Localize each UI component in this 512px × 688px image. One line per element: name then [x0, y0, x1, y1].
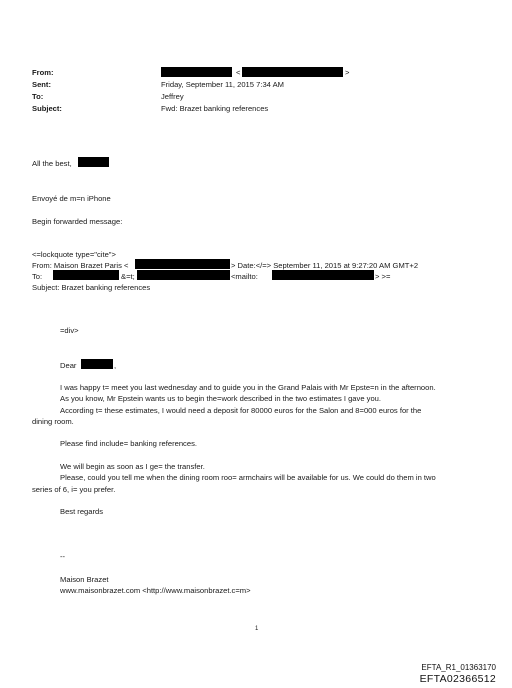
paragraph-1-line-3: According t= these estimates, I would need a deposit for 80000 euros for the Salon and 8=000 euros for the — [60, 406, 422, 415]
forwarded-date: > Date:</=> September 11, 2015 at 9:27:20 AM GMT+2 — [231, 261, 419, 270]
best-regards: Best regards — [60, 507, 104, 516]
redacted-recipient-name — [81, 359, 113, 369]
blockquote-tag: <=lockquote type="cite"> — [32, 250, 116, 259]
footer-id-2: EFTA02366512 — [419, 673, 496, 685]
redacted-forwarded-sender — [135, 259, 230, 269]
paragraph-3-line-3: series of 6, i= you prefer. — [32, 485, 116, 494]
subject-value: Fwd: Brazet banking references — [161, 104, 269, 113]
sent-value: Friday, September 11, 2015 7:34 AM — [161, 80, 284, 89]
from-label: From: — [32, 68, 54, 77]
paragraph-1-line-1: I was happy t= meet you last wednesday and to guide you in the Grand Palais with Mr Epste=n in the afternoon. — [60, 383, 436, 392]
paragraph-1-line-2: As you know, Mr Epstein wants us to begin the=work described in the two estimates I gave you. — [60, 394, 382, 403]
sent-from-line: Envoyé de m=n iPhone — [32, 194, 111, 203]
paragraph-3-line-1: We will begin as soon as I ge= the transfer. — [60, 462, 205, 471]
from-open-bracket: < — [236, 68, 241, 77]
forwarded-to-mid: &=t; — [121, 272, 135, 281]
footer-id-1: EFTA_R1_01363170 — [421, 663, 496, 672]
signature-name: Maison Brazet — [60, 575, 109, 584]
paragraph-1-line-4: dining room. — [32, 417, 74, 426]
forwarded-subject: Subject: Brazet banking references — [32, 283, 151, 292]
redacted-sender-email — [242, 67, 343, 77]
redacted-mailto-address — [272, 270, 374, 280]
page-number: 1 — [255, 626, 259, 632]
to-value: Jeffrey — [161, 92, 184, 101]
paragraph-2: Please find include= banking references. — [60, 439, 197, 448]
redacted-signature-name — [78, 157, 109, 167]
forwarded-message-line: Begin forwarded message: — [32, 217, 123, 226]
salutation: Dear — [60, 361, 77, 370]
redacted-sender-name — [161, 67, 232, 77]
to-label: To: — [32, 92, 44, 101]
redacted-forwarded-recipient — [53, 270, 119, 280]
forwarded-from: From: Maison Brazet Paris < — [32, 261, 129, 270]
sent-label: Sent: — [32, 80, 51, 89]
signature-url: www.maisonbrazet.com <http://www.maisonbrazet.c=m> — [60, 586, 251, 595]
salutation-comma: , — [114, 361, 117, 370]
forwarded-mailto: <mailto: — [231, 272, 258, 281]
forwarded-mailto-end: > >= — [375, 272, 391, 281]
from-close-bracket: > — [345, 68, 350, 77]
forwarded-to-label: To: — [32, 272, 43, 281]
redacted-forwarded-recipient-email — [137, 270, 230, 280]
paragraph-3-line-2: Please, could you tell me when the dining room roo= armchairs will be available for us. We could do them in two — [60, 473, 436, 482]
div-tag: =div> — [60, 326, 79, 335]
closing-line: All the best, — [32, 159, 72, 168]
signature-separator: -- — [60, 552, 66, 561]
subject-label: Subject: — [32, 104, 62, 113]
